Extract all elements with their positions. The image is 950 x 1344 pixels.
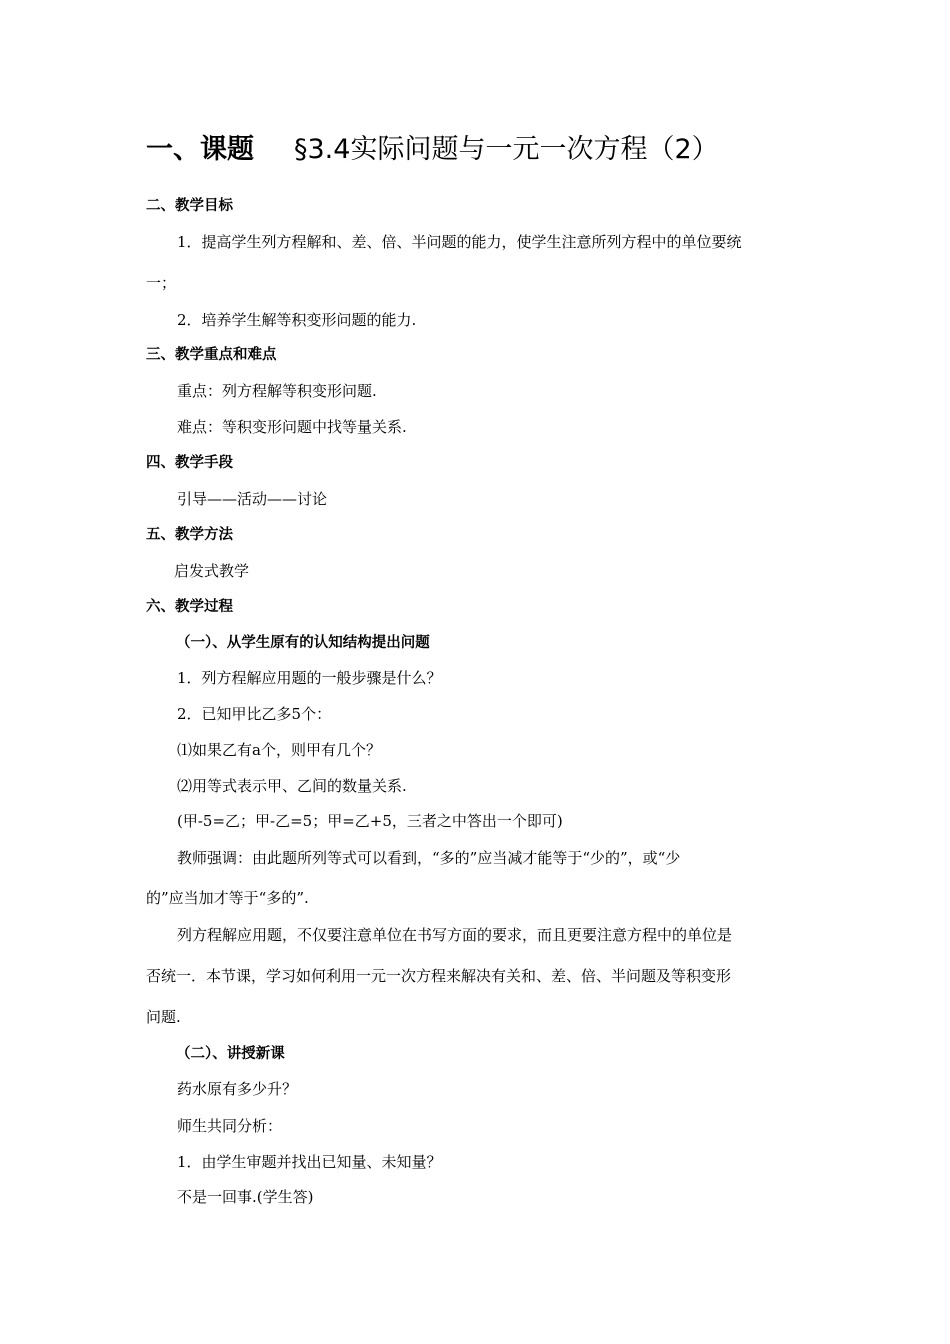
difficult-point: 难点：等积变形问题中找等量关系. — [177, 418, 407, 436]
intro-paragraph-line-1: 列方程解应用题，不仅要注意单位在书写方面的要求，而且更要注意方程中的单位是 — [177, 926, 733, 944]
process-part-2-heading: （二）、讲授新课 — [176, 1046, 285, 1062]
teaching-method: 启发式教学 — [174, 562, 250, 580]
joint-analysis: 师生共同分析： — [177, 1117, 283, 1135]
lesson-title-topic: §3.4实际问题与一元一次方程（2） — [294, 134, 719, 165]
lesson-title-lead: 一、课题 — [146, 134, 254, 165]
section-heading-objectives: 二、教学目标 — [146, 198, 233, 214]
student-reply: 不是一回事.(学生答) — [177, 1188, 314, 1206]
section-heading-means: 四、教学手段 — [146, 455, 233, 471]
question-2: 2．已知甲比乙多5个： — [177, 705, 332, 723]
teacher-emphasis-line-2: 的”应当加才等于“多的”. — [146, 889, 309, 907]
section-heading-key-points: 三、教学重点和难点 — [146, 347, 277, 363]
intro-paragraph-line-2: 否统一．本节课，学习如何利用一元一次方程来解决有关和、差、倍、半问题及等积变形 — [146, 967, 732, 985]
new-lesson-question: 药水原有多少升？ — [177, 1080, 298, 1098]
question-2a: ⑴如果乙有a个，则甲有几个？ — [177, 741, 381, 759]
process-part-1-heading: （一）、从学生原有的认知结构提出问题 — [176, 635, 430, 651]
teacher-emphasis-line-1: 教师强调：由此题所列等式可以看到，“多的”应当减才能等于“少的”，或“少 — [177, 849, 681, 867]
teaching-means: 引导——活动——讨论 — [177, 490, 328, 508]
question-1: 1．列方程解应用题的一般步骤是什么？ — [177, 669, 442, 687]
key-point: 重点：列方程解等积变形问题. — [177, 382, 377, 400]
objective-2: 2．培养学生解等积变形问题的能力. — [177, 311, 417, 329]
objective-1-line-2: 一； — [146, 274, 177, 292]
section-heading-method: 五、教学方法 — [146, 527, 233, 543]
question-2b: ⑵用等式表示甲、乙间的数量关系. — [177, 777, 407, 795]
analysis-step-1: 1．由学生审题并找出已知量、未知量？ — [177, 1153, 442, 1171]
lesson-title — [146, 132, 719, 168]
question-2-answer: (甲-5=乙；甲-乙=5；甲=乙+5，三者之中答出一个即可) — [177, 812, 563, 830]
section-heading-process: 六、教学过程 — [146, 599, 233, 615]
objective-1-line-1: 1．提高学生列方程解和、差、倍、半问题的能力，使学生注意所列方程中的单位要统 — [177, 233, 742, 251]
intro-paragraph-line-3: 问题. — [146, 1008, 181, 1026]
